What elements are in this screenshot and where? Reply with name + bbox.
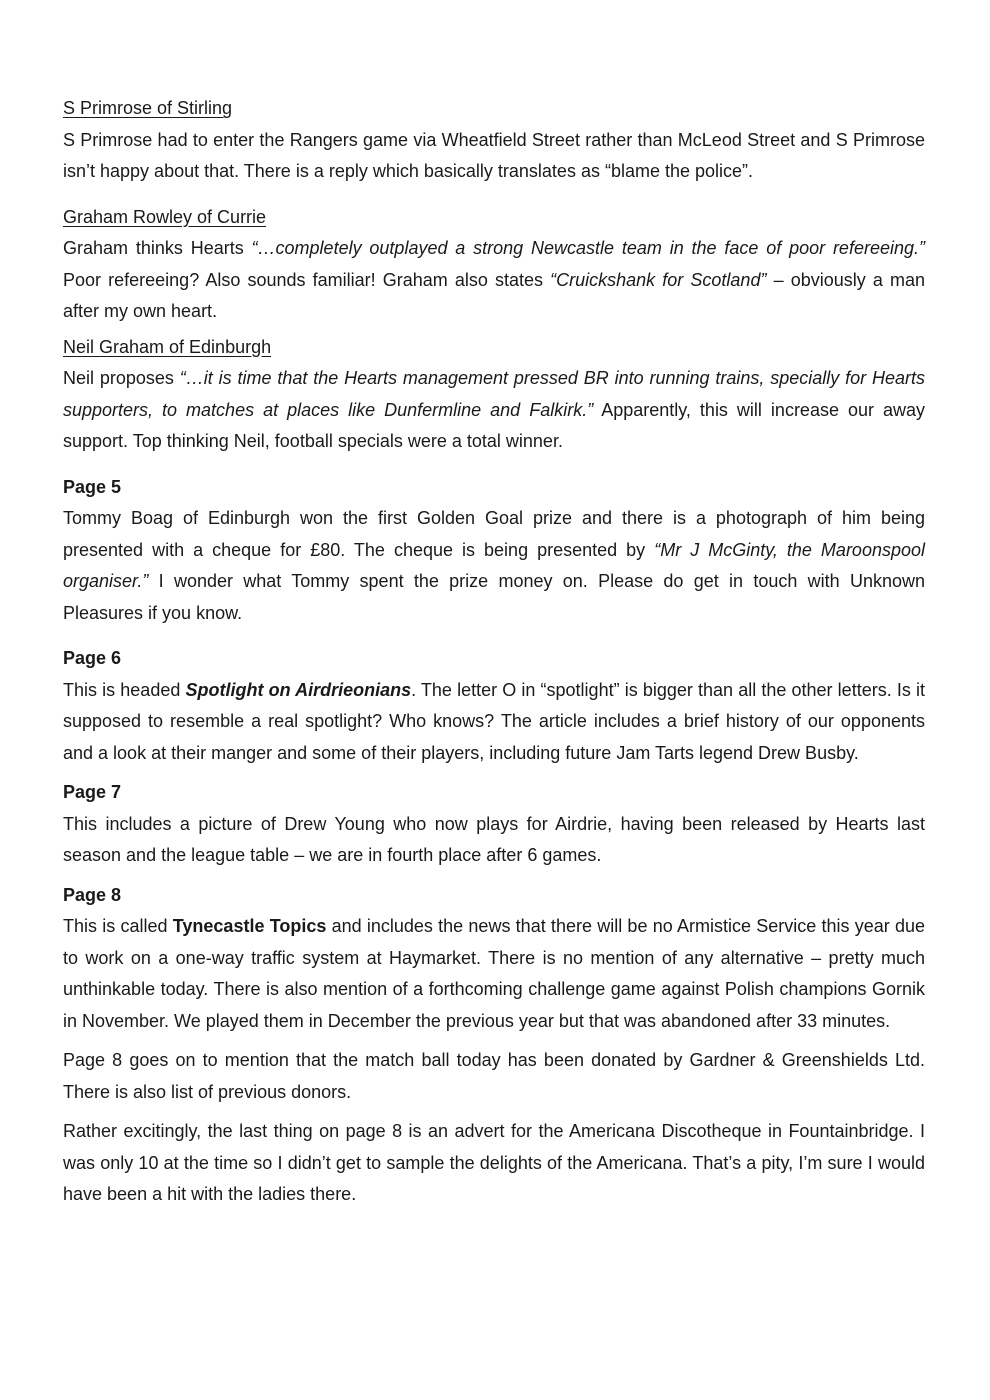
quote: “…completely outplayed a strong Newcastle team in the face of poor refereeing.” bbox=[251, 238, 925, 258]
text-run: and includes the news that there will be no Armistice Service this year due to work on a one-way traffic system at Haymarket. There is no mention of any alternative – pretty much unthinkable today. There is also mention of a forthcoming challenge game against Polish champions Gornik in November. We played them in December the previous year but that was abandoned after 33 minutes. bbox=[63, 916, 925, 1031]
section-heading: Page 6 bbox=[63, 648, 122, 668]
column-title: Tynecastle Topics bbox=[172, 916, 327, 936]
section-heading: Neil Graham of Edinburgh bbox=[63, 336, 272, 357]
text-run: This is called bbox=[63, 916, 173, 936]
section-page-6 bbox=[63, 643, 925, 769]
section-heading: Graham Rowley of Currie bbox=[63, 206, 267, 227]
section-page-8 bbox=[63, 880, 925, 1211]
section-page-7 bbox=[63, 777, 925, 872]
quote: “Cruickshank for Scotland” bbox=[550, 269, 767, 290]
paragraph: S Primrose had to enter the Rangers game via Wheatfield Street rather than McLeod Street and S Primrose isn’t happy about that. There is a reply which basically translates as “blame the police”. bbox=[63, 129, 925, 181]
text-run: Tommy Boag of Edinburgh won the first Golden Goal prize and there is a photograph of him being presented with a cheque for £80. The cheque is being presented by bbox=[63, 508, 925, 560]
section-heading: Page 5 bbox=[63, 476, 122, 497]
quote: “…it is time that the Hearts management pressed BR into running trains, specially for Hearts supporters, to matches at places like Dunfermline and Falkirk.” bbox=[63, 368, 925, 420]
section-heading: S Primrose of Stirling bbox=[63, 98, 233, 118]
section-neil-graham bbox=[63, 332, 925, 458]
paragraph bbox=[63, 675, 925, 770]
paragraph bbox=[63, 503, 925, 629]
text-run: I wonder what Tommy spent the prize money on. Please do get in touch with Unknown Pleasures if you know. bbox=[63, 571, 925, 623]
paragraph bbox=[63, 911, 925, 1037]
paragraph: Rather excitingly, the last thing on page 8 is an advert for the Americana Discotheque in Fountainbridge. I was only 10 at the time so I didn’t get to sample the delights of the Americana. That’s a pity, I’m sure I would have been a hit with the ladies there. bbox=[63, 1121, 925, 1204]
section-heading: Page 7 bbox=[63, 782, 122, 802]
text-run: Neil proposes bbox=[63, 368, 180, 388]
text-run: Graham thinks Hearts bbox=[63, 238, 252, 258]
paragraph: Page 8 goes on to mention that the match ball today has been donated by Gardner & Greenshields Ltd. There is also list of previous donors. bbox=[63, 1050, 925, 1102]
section-page-5 bbox=[63, 472, 925, 630]
text-run: This is headed bbox=[63, 679, 186, 700]
quote: “Mr J McGinty, the Maroonspool organiser.” bbox=[63, 539, 925, 591]
section-s-primrose bbox=[63, 93, 925, 188]
paragraph: This includes a picture of Drew Young who now plays for Airdrie, having been released by Hearts last season and the league table – we are in fourth place after 6 games. bbox=[63, 813, 925, 865]
text-run: – obviously a man after my own heart. bbox=[63, 269, 925, 321]
text-run: . The letter O in “spotlight” is bigger than all the other letters. Is it supposed to resemble a real spotlight? Who knows? The article includes a brief history of our opponents and a look at their manger and some of their players, including future Jam Tarts legend Drew Busby. bbox=[63, 679, 925, 763]
text-run: Apparently, this will increase our away support. Top thinking Neil, football specials were a total winner. bbox=[63, 399, 926, 451]
section-graham-rowley bbox=[63, 202, 925, 328]
text-run: Poor refereeing? Also sounds familiar! Graham also states bbox=[63, 269, 551, 290]
article-title: Spotlight on Airdrieonians bbox=[185, 679, 412, 700]
document-page bbox=[63, 93, 925, 1211]
paragraph bbox=[63, 233, 925, 328]
paragraph bbox=[63, 363, 925, 458]
section-heading: Page 8 bbox=[63, 884, 122, 905]
